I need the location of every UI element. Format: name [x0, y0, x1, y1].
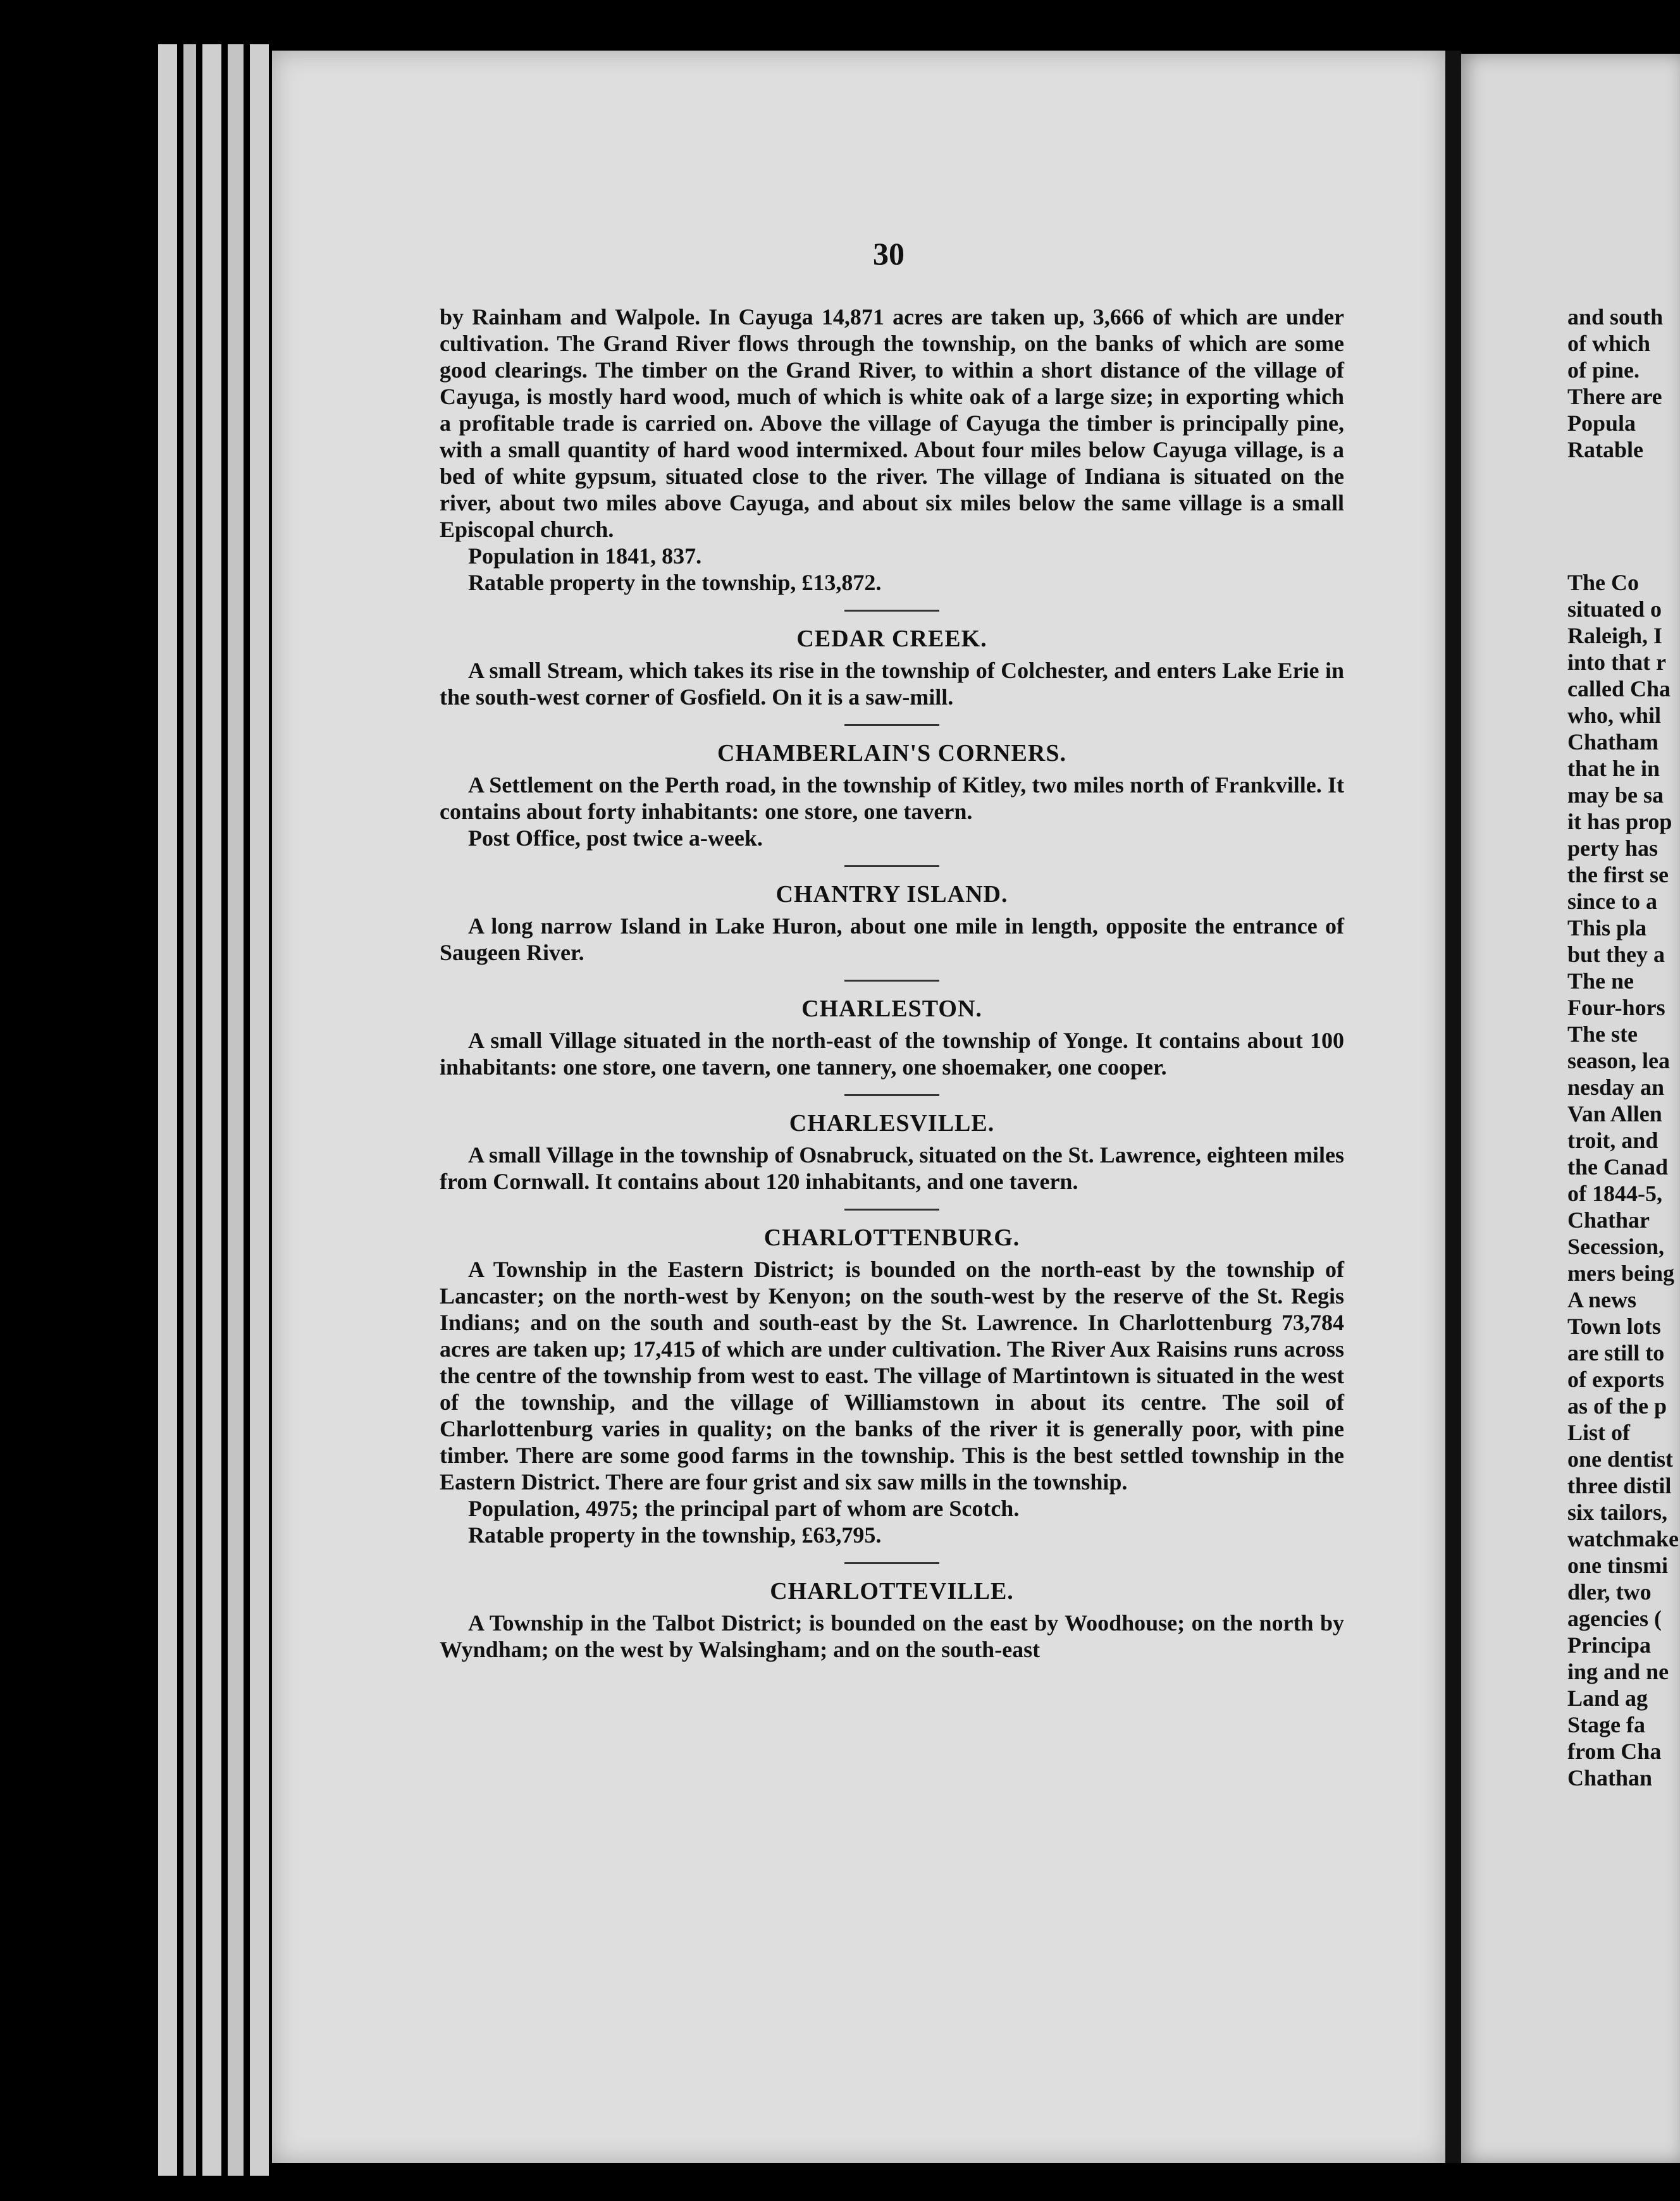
right-page-line: of pine. [1567, 357, 1640, 383]
right-page-line: Stage fa [1567, 1712, 1645, 1737]
right-page-line: Principa [1567, 1632, 1651, 1658]
entry-population: Population, 4975; the principal part of whom are Scotch. [468, 1496, 1020, 1521]
right-page-line: Four-hors [1567, 995, 1665, 1020]
entry-extra: Post Office, post twice a-week. [468, 825, 763, 851]
section-divider [844, 1209, 939, 1211]
section-divider [844, 1094, 939, 1096]
right-page-line: three distil [1567, 1473, 1672, 1498]
entry-title: CHARLOTTENBURG. [763, 1224, 1020, 1251]
entry-title: CHANTRY ISLAND. [775, 881, 1008, 908]
right-page-line: This pla [1567, 915, 1647, 940]
entry-title: CEDAR CREEK. [796, 626, 987, 652]
right-page-line: watchmake [1567, 1526, 1679, 1551]
right-page-line: the Canad [1567, 1154, 1669, 1180]
right-page-line: Chathan [1567, 1765, 1653, 1791]
right-page-line: List of [1567, 1420, 1630, 1445]
entry-text: A long narrow Island in Lake Huron, about one mile in length, opposite the entrance of Saugeen River. [440, 913, 1344, 965]
section-divider [844, 610, 939, 612]
entry-text: A Township in the Eastern District; is bounded on the north-east by the township of Lancaster; on the north-west by Kenyon; on the south-west by the reserve of the St. Regis Indians; and on the south and south-east by the St. Lawrence. In Charlottenburg 73,784 acres are taken up; 17,415 of which are under cultivation. The River Aux Raisins runs across the centre of the township from west to east. The village of Martintown is situated in the west of the township, and the village of Williamstown in about its centre. The soil of Charlottenburg varies in quality; on the banks of the river it is generally poor, with pine timber. There are some good farms in the township. This is the best settled township in the Eastern District. There are four grist and six saw mills in the township. [440, 1257, 1344, 1495]
page-number: 30 [873, 236, 905, 271]
right-page-line: season, lea [1567, 1048, 1670, 1073]
right-page-line: dler, two [1567, 1579, 1652, 1605]
right-page-line: Chathar [1567, 1207, 1650, 1233]
entry-ratable: Ratable property in the township, £63,795. [468, 1522, 882, 1548]
entry-text: A Township in the Talbot District; is bounded on the east by Woodhouse; on the north by Wyndham; on the west by Walsingham; and on the south-east [440, 1610, 1344, 1662]
entry-title: CHARLOTTEVILLE. [770, 1578, 1014, 1605]
right-page-line: nesday an [1567, 1075, 1665, 1100]
right-page-line: troit, and [1567, 1128, 1658, 1153]
right-page-line: The Co [1567, 570, 1640, 595]
section-divider [844, 865, 939, 867]
page-edge [158, 44, 177, 2176]
intro-ratable: Ratable property in the township, £13,872. [468, 570, 882, 595]
page-edge [228, 44, 244, 2176]
book-gutter [1445, 51, 1461, 2163]
page-text [440, 304, 1344, 1663]
intro-paragraph: by Rainham and Walpole. In Cayuga 14,871 acres are taken up, 3,666 of which are under cultivation. The Grand River flows through the township, on the banks of which are some good clearings. The timber on the Grand River, to within a short distance of the village of Cayuga, is mostly hard wood, much of which is white oak of a large size; in exporting which a profitable trade is carried on. Above the village of Cayuga the timber is principally pine, with a small quantity of hard wood intermixed. About four miles below Cayuga village, is a bed of white gypsum, situated close to the river. The village of Indiana is situated on the river, about two miles above Cayuga, and about six miles below the same village is a small Episcopal church. [440, 304, 1344, 542]
entry-text: A small Village in the township of Osnabruck, situated on the St. Lawrence, eighteen miles from Cornwall. It contains about 120 inhabitants, and one tavern. [440, 1142, 1344, 1194]
right-page-line: the first se [1567, 862, 1669, 887]
right-page-line: Chatham [1567, 729, 1659, 755]
right-page-line: agencies ( [1567, 1606, 1662, 1631]
page-edge [202, 44, 221, 2176]
right-page-line: but they a [1567, 942, 1665, 967]
right-page-text [1567, 304, 1680, 1791]
right-page-line: There are [1567, 384, 1662, 409]
right-page-line: from Cha [1567, 1739, 1662, 1764]
section-divider [844, 1562, 939, 1564]
right-page-line: may be sa [1567, 782, 1664, 808]
right-page-line: Land ag [1567, 1686, 1648, 1711]
right-page-line: called Cha [1567, 676, 1671, 701]
right-page-line [1567, 490, 1680, 516]
right-page-line: The ste [1567, 1021, 1638, 1047]
entry-title: CHAMBERLAIN'S CORNERS. [717, 740, 1066, 767]
right-page-line: Raleigh, I [1567, 623, 1663, 648]
right-page-line: one tinsmi [1567, 1553, 1669, 1578]
right-page-line: six tailors, [1567, 1500, 1667, 1525]
right-page-line: are still to [1567, 1340, 1665, 1366]
right-page-line [1567, 543, 1680, 569]
right-page-line: who, whil [1567, 703, 1662, 728]
page-edge [183, 44, 196, 2176]
right-page-line: The ne [1567, 968, 1634, 994]
right-page-line: Town lots [1567, 1314, 1661, 1339]
right-page-line [1567, 516, 1680, 543]
right-page-line: one dentist [1567, 1446, 1674, 1472]
right-page-line: as of the p [1567, 1393, 1667, 1419]
right-page-line [1567, 463, 1680, 490]
right-page-line: into that r [1567, 650, 1666, 675]
entry-text: A Settlement on the Perth road, in the township of Kitley, two miles north of Frankville. It contains about forty inhabitants: one store, one tavern. [440, 772, 1344, 824]
right-page-line: since to a [1567, 889, 1657, 914]
right-page-line: mers being [1567, 1261, 1674, 1286]
right-page-line: Van Allen [1567, 1101, 1662, 1126]
entry-title: CHARLESTON. [801, 996, 982, 1022]
right-page-line: that he in [1567, 756, 1660, 781]
right-page-line: perty has [1567, 835, 1658, 861]
section-divider [844, 980, 939, 982]
right-page-line: A news [1567, 1287, 1637, 1312]
entry-text: A small Village situated in the north-east of the township of Yonge. It contains about 100 inhabitants: one store, one tavern, one tannery, one shoemaker, one cooper. [440, 1028, 1344, 1080]
intro-population: Population in 1841, 837. [468, 543, 702, 569]
right-page-line: situated o [1567, 596, 1662, 622]
right-page-line: Ratable [1567, 437, 1643, 462]
right-page-line: Popula [1567, 410, 1636, 436]
section-divider [844, 724, 939, 726]
right-page-line: and south [1567, 304, 1664, 330]
right-page-line: it has prop [1567, 809, 1672, 834]
right-page-line: of 1844-5, [1567, 1181, 1662, 1206]
right-page-line: of which [1567, 331, 1651, 356]
entry-title: CHARLESVILLE. [789, 1110, 995, 1137]
entry-text: A small Stream, which takes its rise in the township of Colchester, and enters Lake Erie in the south-west corner of Gosfield. On it is a saw-mill. [440, 658, 1344, 710]
page-edge [250, 44, 269, 2176]
right-page-line: Secession, [1567, 1234, 1664, 1259]
right-page-line: ing and ne [1567, 1659, 1669, 1684]
right-page-line: of exports [1567, 1367, 1664, 1392]
